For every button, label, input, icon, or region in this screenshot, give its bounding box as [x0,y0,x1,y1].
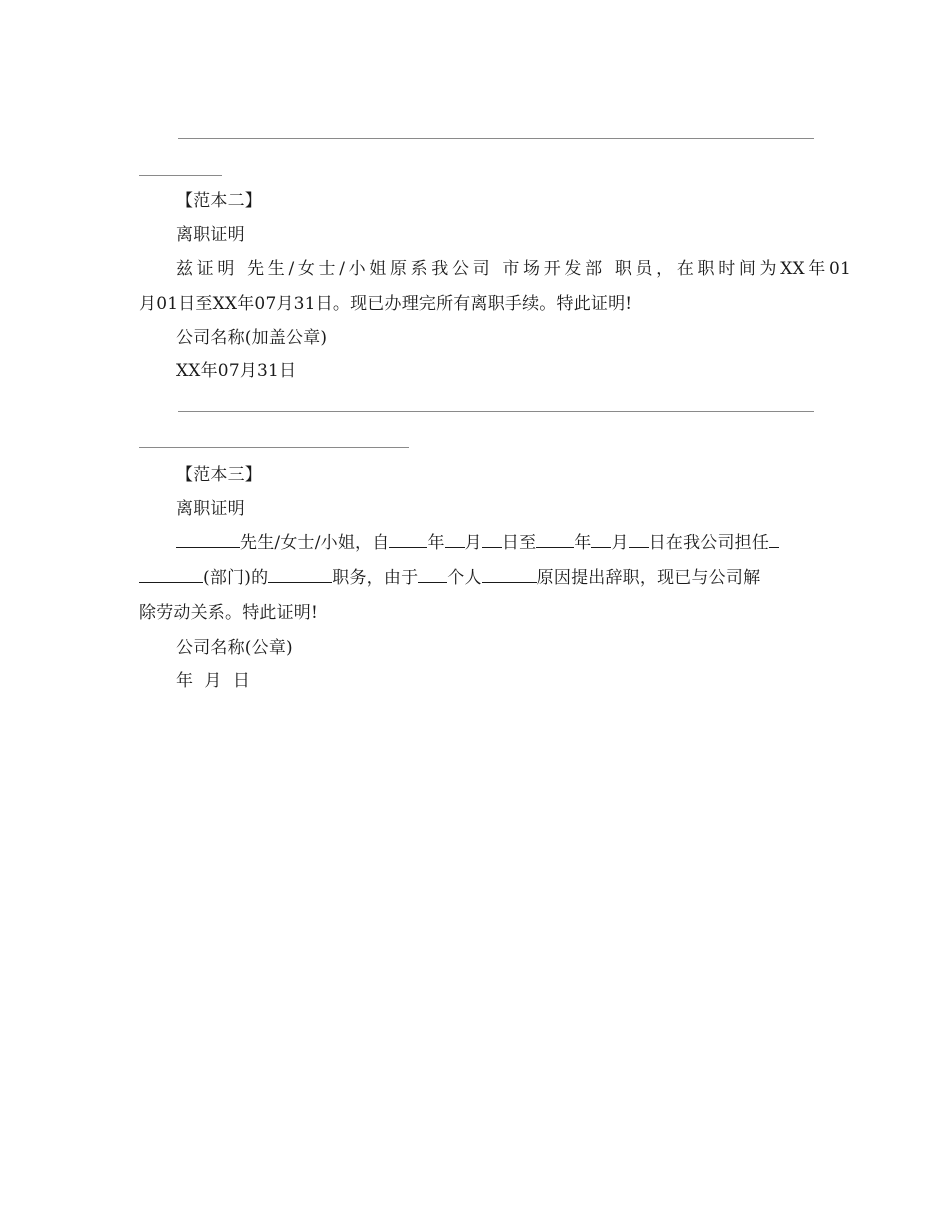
text-segment: 年 [574,533,592,553]
sample2-company: 公司名称(加盖公章) [176,328,328,348]
blank-reason [482,566,537,583]
text-segment: 月 [611,533,629,553]
separator-line [178,411,814,412]
blank-position [268,566,332,583]
separator-line-continuation [139,447,409,448]
sample3-body-line2 [139,561,814,595]
separator-line-continuation [139,175,222,176]
blank-reason-type [418,566,447,583]
sample3-title: 离职证明 [176,499,245,519]
sample2-title: 离职证明 [176,225,245,245]
sample2-heading: 【范本二】 [176,191,262,211]
text-segment: 原因提出辞职，现已与公司解 [536,568,761,588]
sample3-date: 年 月 日 [176,671,251,691]
text-segment: 日至 [501,533,537,553]
sample2-body-line1: 兹证明 先生/女士/小姐原系我公司 市场开发部 职员，在职时间为XX年01 [176,259,851,279]
text-segment: 职务，由于 [332,568,419,588]
sample3-body-line3: 除劳动关系。特此证明! [139,603,319,623]
text-segment: 月 [464,533,482,553]
blank-end-month [591,531,611,548]
text-segment: 个人 [447,568,482,588]
sample2-date: XX年07月31日 [176,361,297,381]
separator-line [178,138,814,139]
blank-end-day [629,531,649,548]
text-segment: 日在我公司担任 [648,533,770,553]
sample3-heading: 【范本三】 [176,465,262,485]
text-segment: (部门)的 [203,568,269,588]
text-segment: 年 [427,533,445,553]
blank-name [176,531,240,548]
sample3-company: 公司名称(公章) [176,638,293,658]
blank-department-start [769,531,779,548]
sample3-body-line1 [139,526,851,560]
blank-start-month [445,531,465,548]
text-segment: 先生/女士/小姐，自 [240,533,390,553]
blank-start-year [389,531,427,548]
blank-department [139,566,203,583]
blank-end-year [536,531,574,548]
blank-start-day [482,531,502,548]
sample2-body-line2: 月01日至XX年07月31日。现已办理完所有离职手续。特此证明! [139,294,633,314]
